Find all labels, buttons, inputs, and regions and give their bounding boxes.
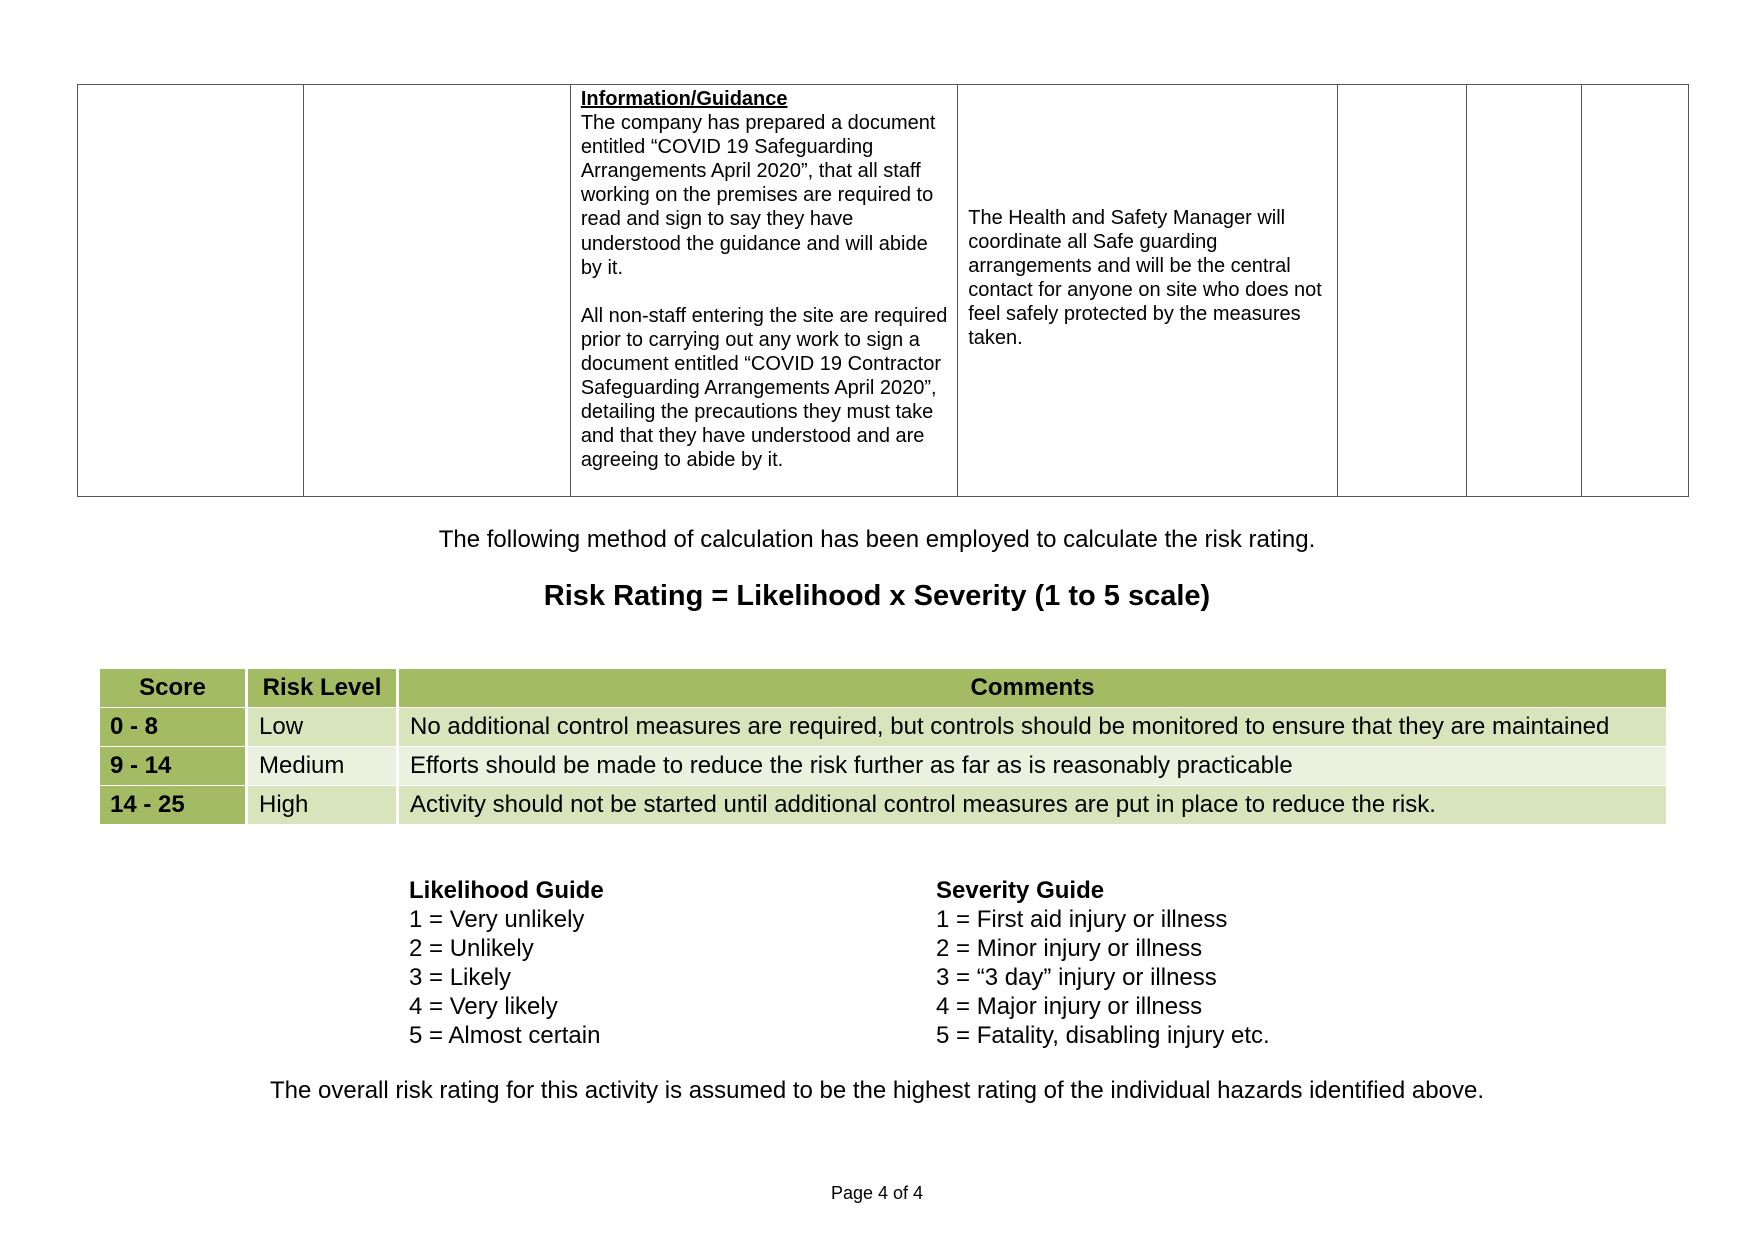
overall-risk-note: The overall risk rating for this activity is assumed to be the highest rating of the individual hazards identified above. — [270, 1077, 1484, 1104]
score-cell: 9 - 14 — [100, 747, 248, 786]
control-measures-cell — [570, 85, 957, 497]
empty-cell — [1467, 85, 1581, 497]
guidance-paragraph-staff: The company has prepared a document entitled “COVID 19 Safeguarding Arrangements April 2020”, that all staff working on the premises are required to read and sign to say they have understood the guidance and will abide by it. — [580, 112, 936, 279]
column-header-risk-level: Risk Level — [248, 669, 399, 708]
empty-cell — [1337, 85, 1466, 497]
severity-guide-heading: Severity Guide — [936, 877, 1105, 904]
guidance-paragraph-non-staff: All non-staff entering the site are required prior to carrying out any work to sign a document entitled “COVID 19 Contractor Safeguarding Arrangements April 2020”, detailing the precautions they must take and that they have understood and are agreeing to abide by it. — [580, 304, 948, 472]
list-item: 2 = Unlikely — [409, 935, 534, 962]
table-row — [100, 747, 1666, 786]
table-row — [78, 85, 1689, 497]
risk-level-cell: Low — [248, 708, 399, 747]
comment-cell: No additional control measures are required, but controls should be monitored to ensure that they are maintained — [399, 708, 1666, 747]
table-row — [100, 708, 1666, 747]
list-item: 4 = Major injury or illness — [936, 993, 1203, 1020]
list-item: 1 = First aid injury or illness — [936, 906, 1228, 933]
comment-cell: Activity should not be started until additional control measures are put in place to reduce the risk. — [399, 786, 1666, 825]
hazard-cell — [78, 85, 304, 497]
page-number: Page 4 of 4 — [830, 1183, 924, 1203]
score-table — [100, 669, 1666, 825]
list-item: 3 = Likely — [409, 964, 512, 991]
list-item: 3 = “3 day” injury or illness — [936, 964, 1217, 991]
risk-rating-formula: Risk Rating = Likelihood x Severity (1 to 5 scale) — [543, 580, 1211, 612]
likelihood-guide — [409, 876, 604, 1050]
persons-at-risk-cell — [303, 85, 570, 497]
empty-cell — [1581, 85, 1688, 497]
list-item: 5 = Fatality, disabling injury etc. — [936, 1022, 1270, 1049]
score-table-header — [100, 669, 1666, 708]
responsibility-text: The Health and Safety Manager will coordinate all Safe guarding arrangements and will be the central contact for anyone on site who does not feel safely protected by the measures taken. — [968, 207, 1322, 350]
risk-level-cell: Medium — [248, 747, 399, 786]
score-cell: 14 - 25 — [100, 786, 248, 825]
comment-cell: Efforts should be made to reduce the risk further as far as is reasonably practicable — [399, 747, 1666, 786]
calculation-intro: The following method of calculation has been employed to calculate the risk rating. — [438, 526, 1316, 553]
guidance-heading: Information/Guidance — [580, 88, 788, 110]
score-cell: 0 - 8 — [100, 708, 248, 747]
column-header-score: Score — [100, 669, 248, 708]
severity-guide — [936, 876, 1270, 1050]
risk-assessment-table — [77, 84, 1689, 497]
responsibility-cell — [958, 85, 1337, 497]
risk-level-cell: High — [248, 786, 399, 825]
list-item: 2 = Minor injury or illness — [936, 935, 1203, 962]
table-row — [100, 786, 1666, 825]
list-item: 1 = Very unlikely — [409, 906, 585, 933]
list-item: 4 = Very likely — [409, 993, 558, 1020]
list-item: 5 = Almost certain — [409, 1022, 601, 1049]
column-header-comments: Comments — [399, 669, 1666, 708]
likelihood-guide-heading: Likelihood Guide — [409, 877, 604, 904]
